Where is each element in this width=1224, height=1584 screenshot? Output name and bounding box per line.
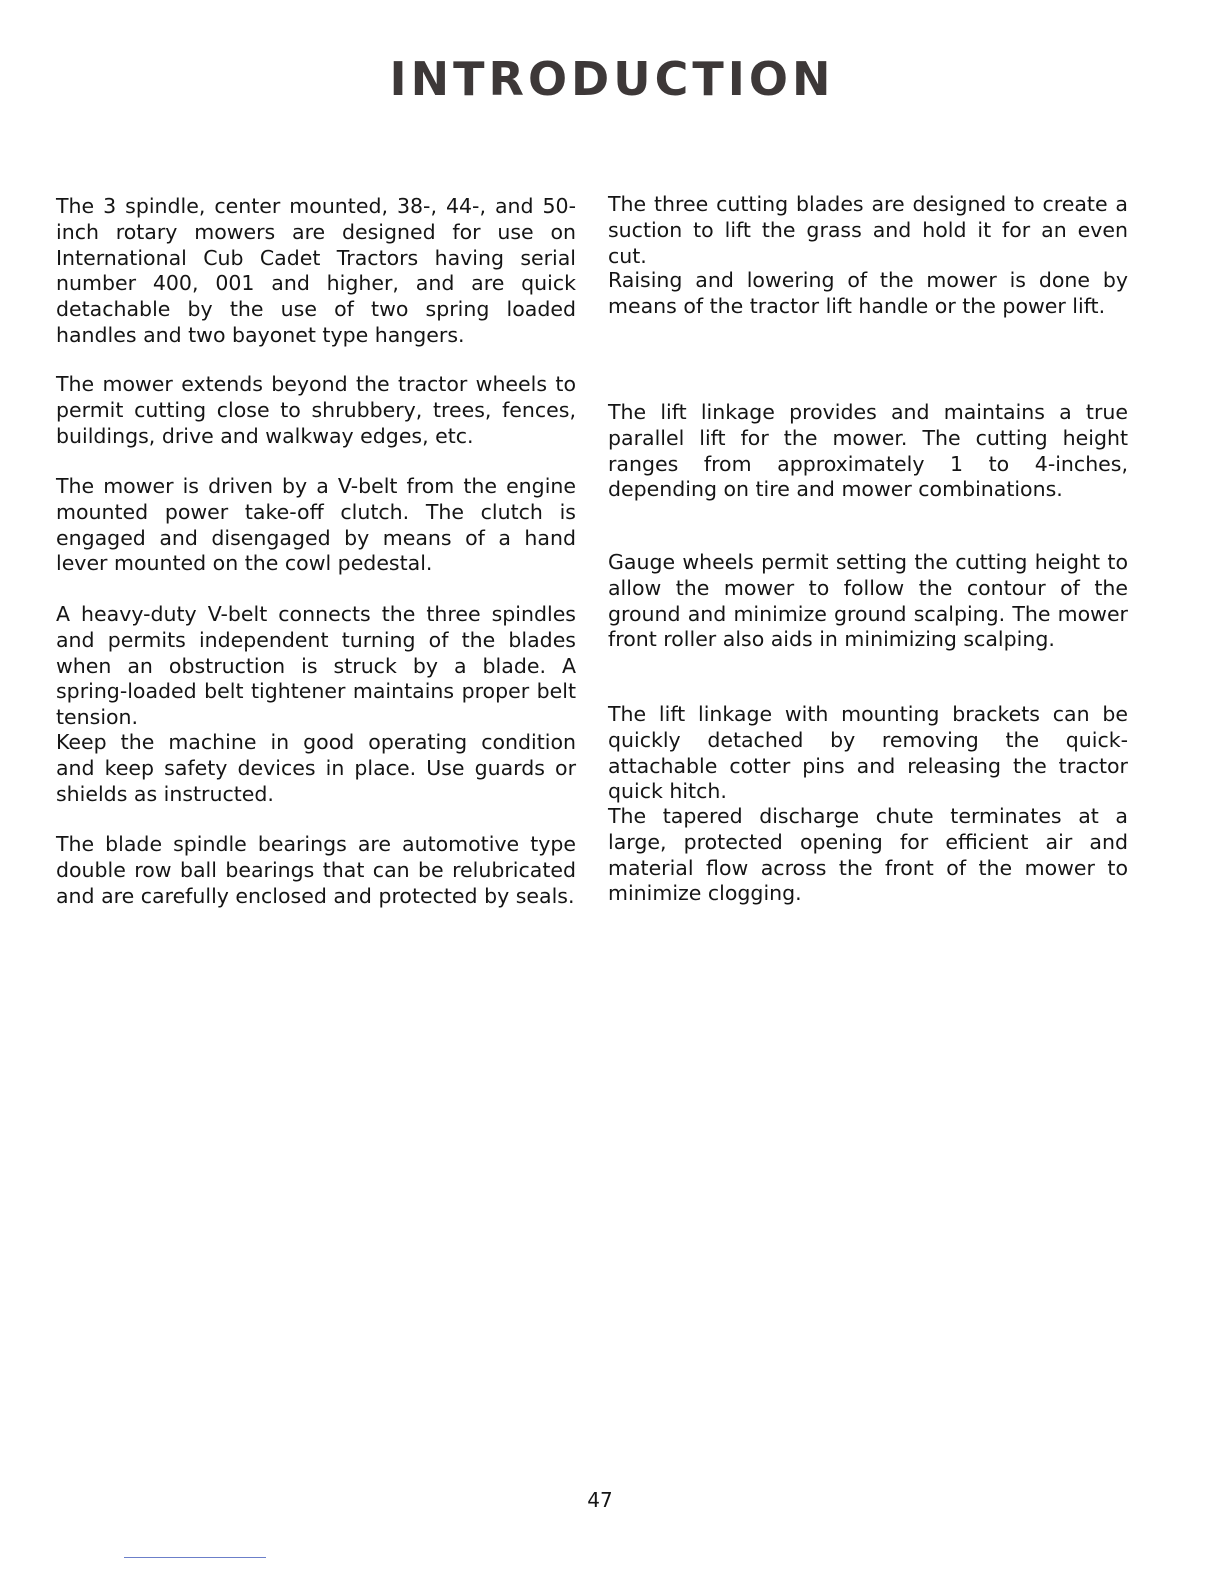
paragraph-gauge-wheels: Gauge wheels permit setting the cutting height to allow the mower to follow the contour of the ground and minimize ground scalping. The mower front roller also aids in minimizing scalping. xyxy=(608,550,1128,652)
paragraph-lift-linkage: The lift linkage provides and maintains a true parallel lift for the mower. The cutting height ranges from approximately 1 to 4-inches, depending on tire and mower combinations. xyxy=(608,400,1128,502)
paragraph-discharge-chute: The tapered discharge chute terminates at a large, protected opening for efficient air and material flow across the front of the mower to minimize clogging. xyxy=(608,804,1128,906)
paragraph-bearings: The blade spindle bearings are automotive type double row ball bearings that can be relubricated and are carefully enclosed and protected by seals. xyxy=(56,832,576,908)
paragraph-spindle-belt: A heavy-duty V-belt connects the three spindles and permits independent turning of the blades when an obstruction is struck by a blade. A spring-loaded belt tightener maintains proper belt tension. xyxy=(56,602,576,730)
paragraph-mower-reach: The mower extends beyond the tractor wheels to permit cutting close to shrubbery, trees, fences, buildings, drive and walkway edges, etc. xyxy=(56,372,576,448)
paragraph-mower-overview: The 3 spindle, center mounted, 38-, 44-, and 50-inch rotary mowers are designed for use on International Cub Cadet Tractors having serial number 400, 001 and higher, and are quick detachable by the use of two spring loaded handles and two bayonet type hangers. xyxy=(56,194,576,347)
paragraph-cutting-blades: The three cutting blades are designed to create a suction to lift the grass and hold it for an even cut. xyxy=(608,192,1128,268)
paragraph-quick-detach: The lift linkage with mounting brackets can be quickly detached by removing the quick-attachable cotter pins and releasing the tractor quick hitch. xyxy=(608,702,1128,804)
paragraph-drive-belt: The mower is driven by a V-belt from the engine mounted power take-off clutch. The clutch is engaged and disengaged by means of a hand lever mounted on the cowl pedestal. xyxy=(56,474,576,576)
page-title: INTRODUCTION xyxy=(389,52,835,106)
footer-rule xyxy=(124,1557,266,1558)
paragraph-raising-lowering: Raising and lowering of the mower is done by means of the tractor lift handle or the power lift. xyxy=(608,268,1128,318)
page-number: 47 xyxy=(587,1488,613,1512)
paragraph-safety: Keep the machine in good operating condition and keep safety devices in place. Use guards or shields as instructed. xyxy=(56,730,576,806)
